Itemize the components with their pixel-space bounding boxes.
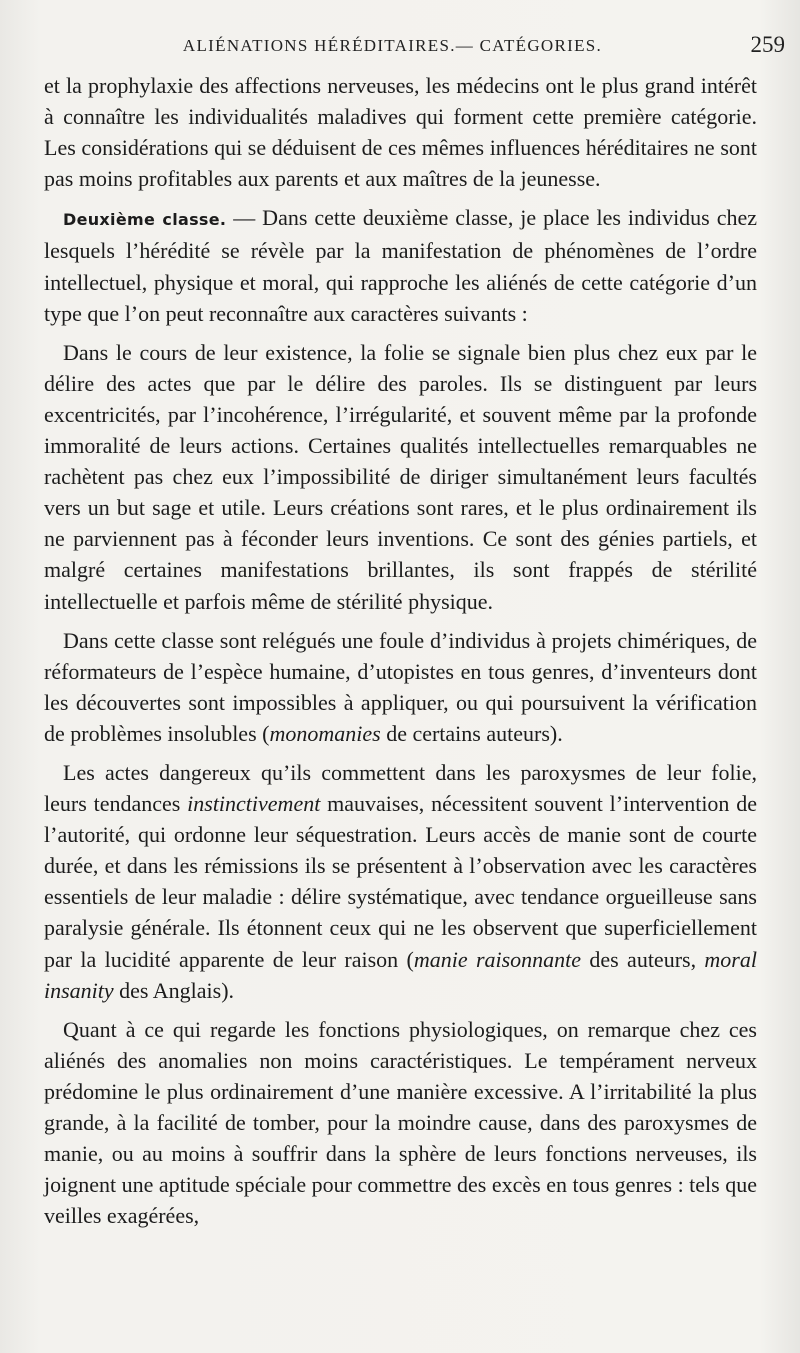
- paragraph-text: des Anglais).: [113, 977, 235, 1003]
- italic-term: manie raisonnante: [413, 946, 582, 972]
- running-head: [60, 34, 785, 64]
- paragraph-deuxieme-classe: [44, 202, 757, 328]
- section-lead-deuxieme-classe: Deuxième classe.: [63, 210, 227, 230]
- paragraph-text: des auteurs,: [581, 946, 705, 972]
- italic-term: moral insanity: [44, 946, 757, 1003]
- paragraph-classe-releguees: [44, 625, 757, 749]
- paragraph-continuation: et la prophylaxie des affections nerveuses, les médecins ont le plus grand intérêt à connaître les individualités maladives qui forment cette première catégorie. Les considérations qui se déduisent de ces mêmes influences héréditaires ne sont pas moins profitables aux parents et aux maîtres de la jeunesse.: [44, 73, 757, 192]
- paragraph-text: de certains auteurs).: [380, 720, 563, 746]
- paragraph-text: Dans cette classe sont relégués une foule d’individus à projets chimériques, de réformateurs de l’espèce humaine, d’utopistes en tous genres, d’inventeurs dont les découvertes sont impossibles à appliquer, ou qui poursuivent la vérification de problèmes insolubles (: [44, 627, 757, 746]
- paragraph-fonctions-physiologiques: Quant à ce qui regarde les fonctions physiologiques, on remarque chez ces aliénés des anomalies non moins caractéristiques. Le tempérament nerveux prédomine le plus ordinairement d’une manière excessive. A l’irritabilité la plus grande, à la facilité de tomber, pour la moindre cause, dans des paroxysmes de manie, ou au moins à souffrir dans la sphère de leurs fonctions nerveuses, ils joignent une aptitude spéciale pour commettre des excès en tous genres : tels que veilles exagérées,: [44, 1016, 757, 1229]
- page-number: 259: [750, 32, 785, 57]
- paragraph-cours-existence: Dans le cours de leur existence, la folie se signale bien plus chez eux par le délire des actes que par le délire des paroles. Ils se distinguent par leurs excentricités, par l’incohérence, l’irrégularité, et souvent même par la profonde immoralité de leurs actions. Certaines qualités intellectuelles remarquables ne rachètent pas chez eux l’impossibilité de diriger simultanément leurs facultés vers un but sage et utile. Leurs créations sont rares, et le plus ordinairement ils ne parviennent pas à féconder leurs inventions. Ce sont des génies partiels, et malgré certaines manifestations brillantes, ils sont frappés de stérilité intellectuelle et parfois même de stérilité physique.: [44, 339, 757, 614]
- paragraph-actes-dangereux: [44, 757, 757, 1006]
- paragraph-text: mauvaises, nécessitent souvent l’intervention de l’autorité, qui ordonne leur séquestration. Leurs accès de manie sont de courte durée, et dans les rémissions ils se présentent à l’observation avec les caractères essentiels de leur maladie : délire systématique, avec tendance orgueilleuse sans paralysie générale. Ils étonnent ceux qui ne les observent que superficiellement par la lucidité apparente de leur raison (: [44, 791, 758, 972]
- paragraph-text: Les actes dangereux qu’ils commettent dans les paroxysmes de leur folie, leurs tendances: [44, 759, 757, 817]
- running-title: ALIÉNATIONS HÉRÉDITAIRES.— CATÉGORIES.: [182, 36, 603, 55]
- italic-term: instinctivement: [187, 791, 321, 817]
- italic-term: monomanies: [269, 720, 381, 746]
- body-text: [44, 70, 757, 1231]
- paragraph-text: — Dans cette deuxième classe, je place les individus chez lesquels l’hérédité se révèle par la manifestation de phénomènes de l’ordre intellectuel, physique et moral, qui rapproche les aliénés de cette catégorie d’un type que l’on peut reconnaître aux caractères suivants :: [44, 205, 757, 326]
